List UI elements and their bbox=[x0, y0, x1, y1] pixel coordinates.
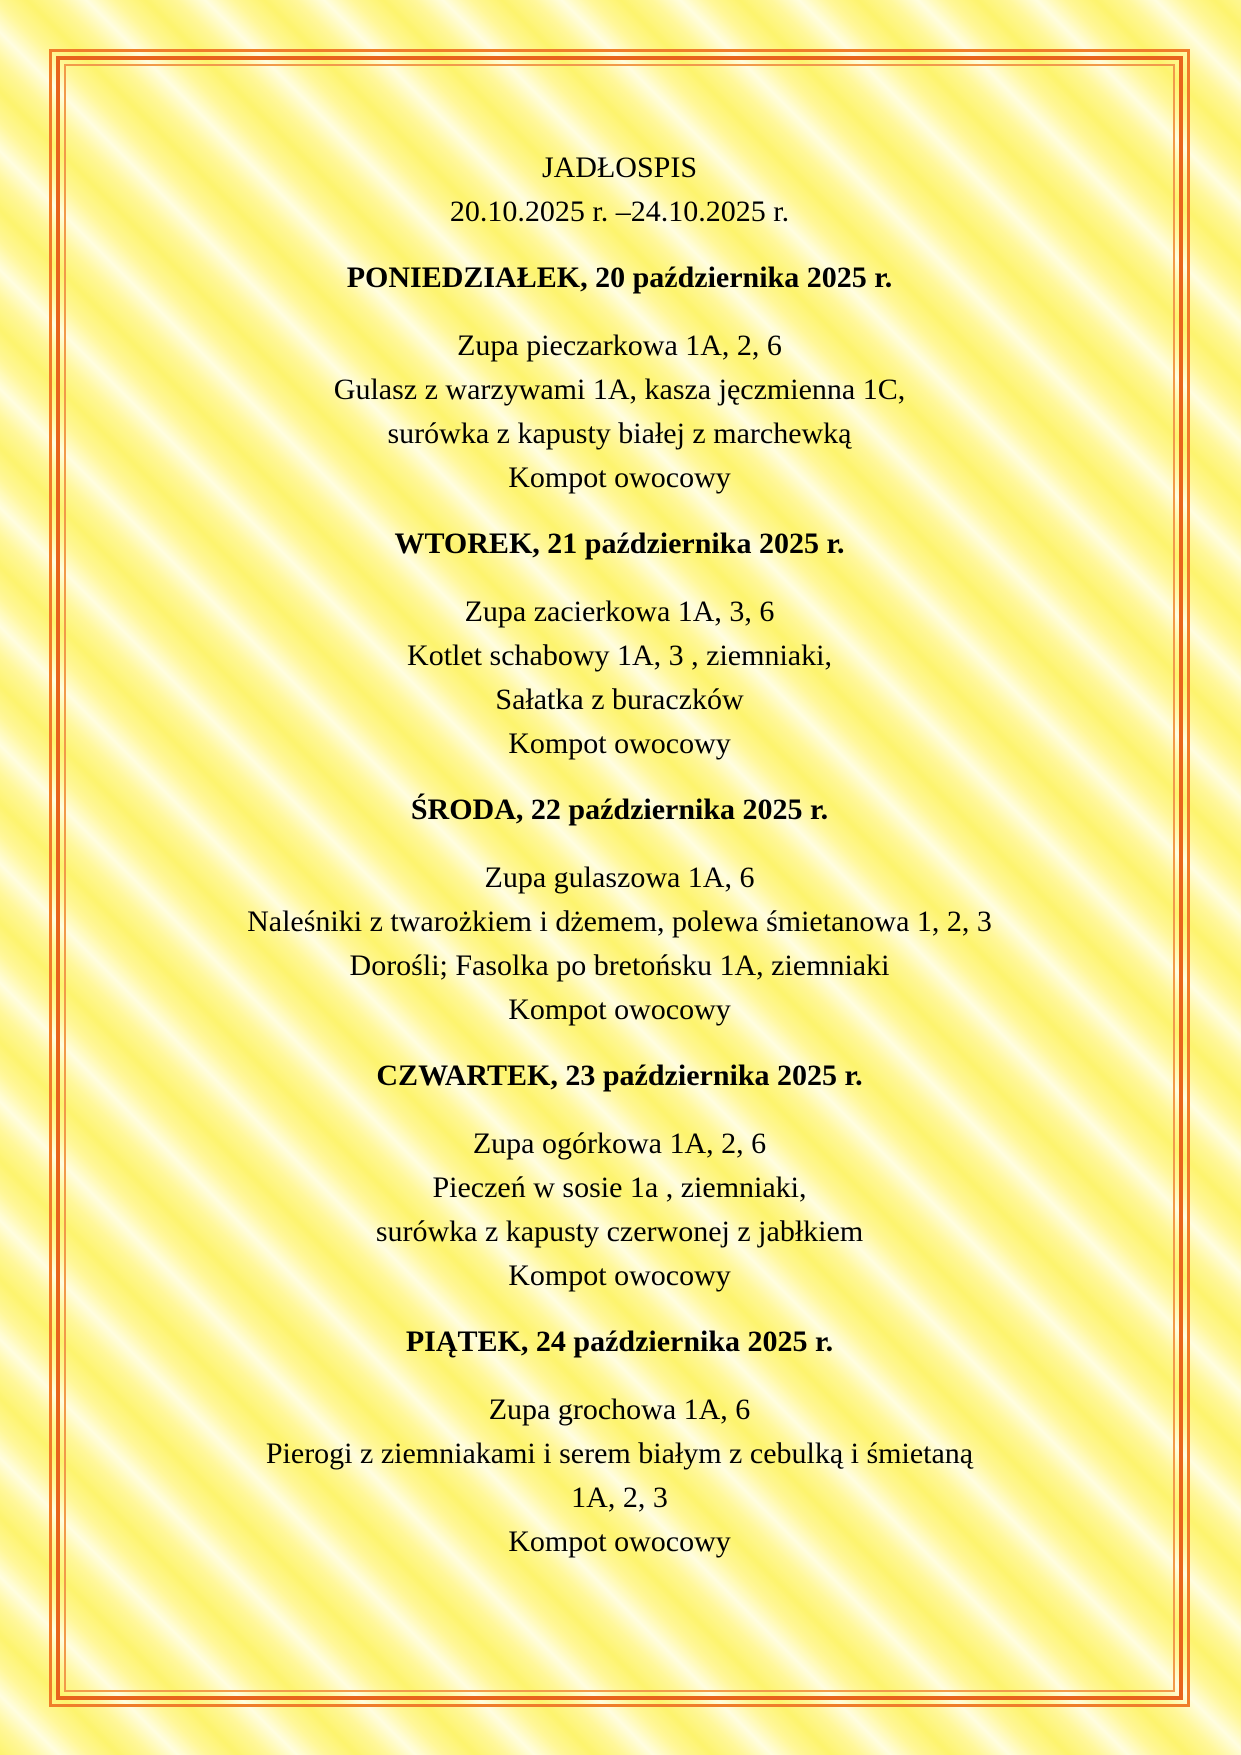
menu-item: Pieczeń w sosie 1a , ziemniaki, bbox=[432, 1171, 807, 1204]
day-thursday bbox=[64, 1054, 1175, 1298]
day-heading: WTOREK, 21 października 2025 r. bbox=[394, 527, 845, 560]
menu-item: Zupa gulaszowa 1A, 6 bbox=[484, 861, 755, 894]
menu-item: Kompot owocowy bbox=[508, 1525, 731, 1558]
menu-item: surówka z kapusty białej z marchewką bbox=[387, 417, 852, 450]
menu-item: Zupa ogórkowa 1A, 2, 6 bbox=[472, 1127, 767, 1160]
day-tuesday bbox=[64, 522, 1175, 766]
day-heading: PONIEDZIAŁEK, 20 października 2025 r. bbox=[346, 261, 893, 294]
day-wednesday bbox=[64, 788, 1175, 1032]
menu-item: Dorośli; Fasolka po bretońsku 1A, ziemniaki bbox=[349, 949, 890, 982]
menu-item: 1A, 2, 3 bbox=[571, 1481, 668, 1514]
menu-item: Sałatka z buraczków bbox=[495, 683, 744, 716]
menu-item: Kompot owocowy bbox=[508, 993, 731, 1026]
menu-item: Zupa zacierkowa 1A, 3, 6 bbox=[464, 595, 775, 628]
menu-item: Naleśniki z twarożkiem i dżemem, polewa śmietanowa 1, 2, 3 bbox=[247, 905, 992, 938]
menu-item: Kompot owocowy bbox=[508, 727, 731, 760]
days-list bbox=[64, 256, 1175, 1564]
day-friday bbox=[64, 1320, 1175, 1564]
page-title: JADŁOSPIS bbox=[541, 151, 698, 184]
menu-item: Zupa pieczarkowa 1A, 2, 6 bbox=[457, 329, 782, 362]
menu-document bbox=[64, 146, 1175, 1564]
day-monday bbox=[64, 256, 1175, 500]
day-heading: ŚRODA, 22 października 2025 r. bbox=[410, 793, 829, 826]
menu-item: surówka z kapusty czerwonej z jabłkiem bbox=[375, 1215, 864, 1248]
menu-item: Kotlet schabowy 1A, 3 , ziemniaki, bbox=[407, 639, 832, 672]
menu-item: Kompot owocowy bbox=[508, 461, 731, 494]
menu-item: Gulasz z warzywami 1A, kasza jęczmienna 1C, bbox=[333, 373, 906, 406]
date-range: 20.10.2025 r. –24.10.2025 r. bbox=[449, 195, 790, 228]
day-heading: PIĄTEK, 24 października 2025 r. bbox=[405, 1325, 834, 1358]
menu-item: Zupa grochowa 1A, 6 bbox=[488, 1393, 751, 1426]
day-heading: CZWARTEK, 23 października 2025 r. bbox=[376, 1059, 863, 1092]
menu-item: Kompot owocowy bbox=[508, 1259, 731, 1292]
menu-item: Pierogi z ziemniakami i serem białym z cebulką i śmietaną bbox=[265, 1437, 974, 1470]
